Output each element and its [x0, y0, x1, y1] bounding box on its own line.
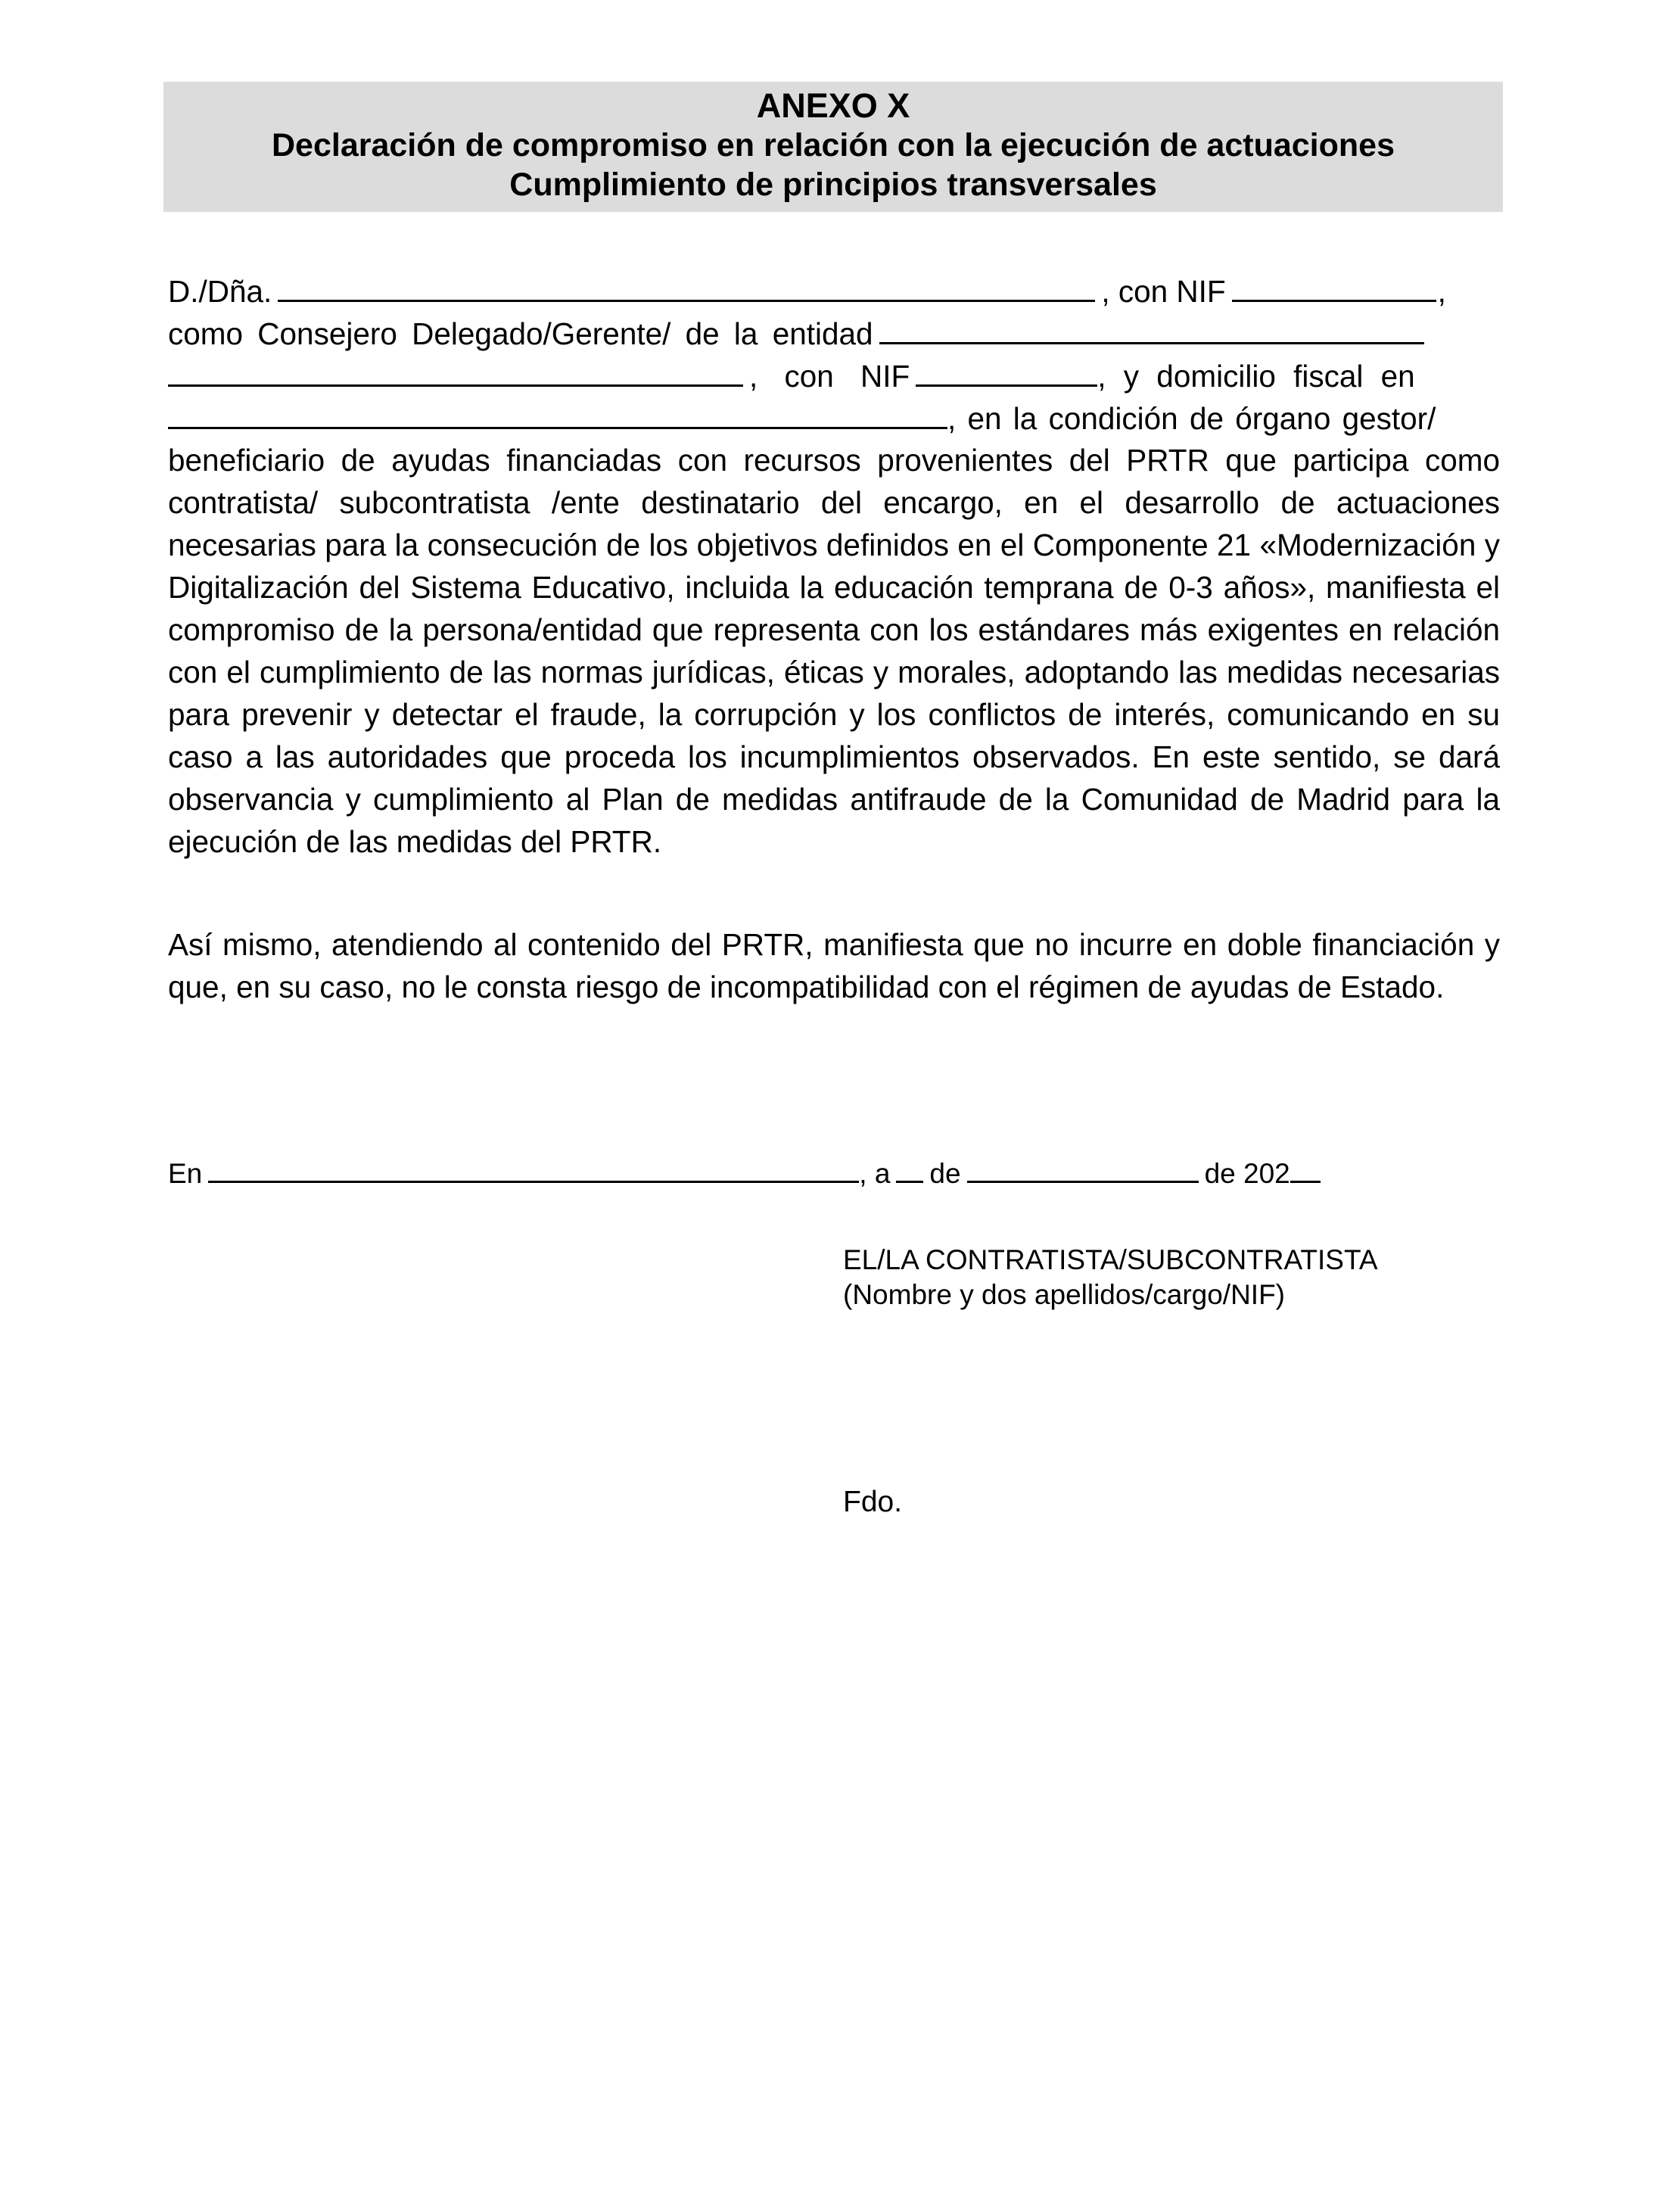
form-line-condition	[168, 397, 1500, 439]
name-label: D./Dña.	[168, 274, 272, 309]
condition-label: , en la condición de órgano gestor/	[947, 401, 1436, 436]
double-funding-paragraph	[168, 923, 1500, 1008]
commitment-paragraph	[168, 439, 1500, 863]
place-blank[interactable]	[208, 1155, 859, 1183]
signature-label: Fdo.	[843, 1486, 903, 1518]
name-blank[interactable]	[278, 269, 1095, 302]
declaration-subtitle: Cumplimiento de principios transversales	[509, 167, 1157, 203]
place-label: En	[168, 1158, 203, 1189]
month-label: de	[929, 1158, 961, 1189]
signatory-detail: (Nombre y dos apellidos/cargo/NIF)	[843, 1279, 1285, 1310]
entity-blank[interactable]	[879, 312, 1424, 344]
entity-continued-blank[interactable]	[168, 354, 743, 387]
domicile-label: , y domicilio fiscal en	[1097, 359, 1415, 394]
annex-title: ANEXO X	[756, 86, 910, 125]
signatory-role: EL/LA CONTRATISTA/SUBCONTRATISTA	[843, 1244, 1378, 1275]
double-funding-text: Así mismo, atendiendo al contenido del PRTR, manifiesta que no incurre en doble financiación y que, en su caso, no le consta riesgo de incompatibilidad con el régimen de ayudas de Estado.	[168, 927, 1500, 1004]
form-line-name	[168, 269, 1500, 312]
document-header	[163, 82, 1503, 212]
place-date-line	[168, 1155, 1327, 1191]
form-line-nif-domicile	[168, 354, 1500, 397]
nif-blank-1[interactable]	[1232, 269, 1436, 302]
entity-label: como Consejero Delegado/Gerente/ de la entidad	[168, 316, 873, 351]
year-label: de 202	[1204, 1158, 1290, 1189]
comma-1: ,	[1437, 274, 1446, 309]
nif-blank-2[interactable]	[916, 354, 1097, 387]
day-blank[interactable]	[896, 1155, 923, 1183]
nif-label-1: , con NIF	[1101, 274, 1226, 309]
year-blank[interactable]	[1290, 1155, 1321, 1183]
commitment-text: beneficiario de ayudas financiadas con recursos provenientes del PRTR que participa como contratista/ subcontratista /ente destinatario del encargo, en el desarrollo de actuaciones necesarias para la consecución de los objetivos definidos en el Componente 21 «Modernización y Digitalización del Sistema Educativo, incluida la educación temprana de 0-3 años», manifiesta el compromiso de la persona/entidad que representa con los estándares más exigentes en relación con el cumplimiento de las normas jurídicas, éticas y morales, adoptando las medidas necesarias para prevenir y detectar el fraude, la corrupción y los conflictos de interés, comunicando en su caso a las autoridades que proceda los incumplimientos observados. En este sentido, se dará observancia y cumplimiento al Plan de medidas antifraude de la Comunidad de Madrid para la ejecución de las medidas del PRTR.	[168, 443, 1500, 859]
domicile-blank[interactable]	[168, 397, 947, 429]
declaration-title: Declaración de compromiso en relación con la ejecución de actuaciones	[271, 127, 1395, 163]
nif-label-2: , con NIF	[749, 359, 910, 394]
form-line-entity	[168, 312, 1500, 354]
month-blank[interactable]	[967, 1155, 1199, 1183]
day-label: , a	[859, 1158, 891, 1189]
